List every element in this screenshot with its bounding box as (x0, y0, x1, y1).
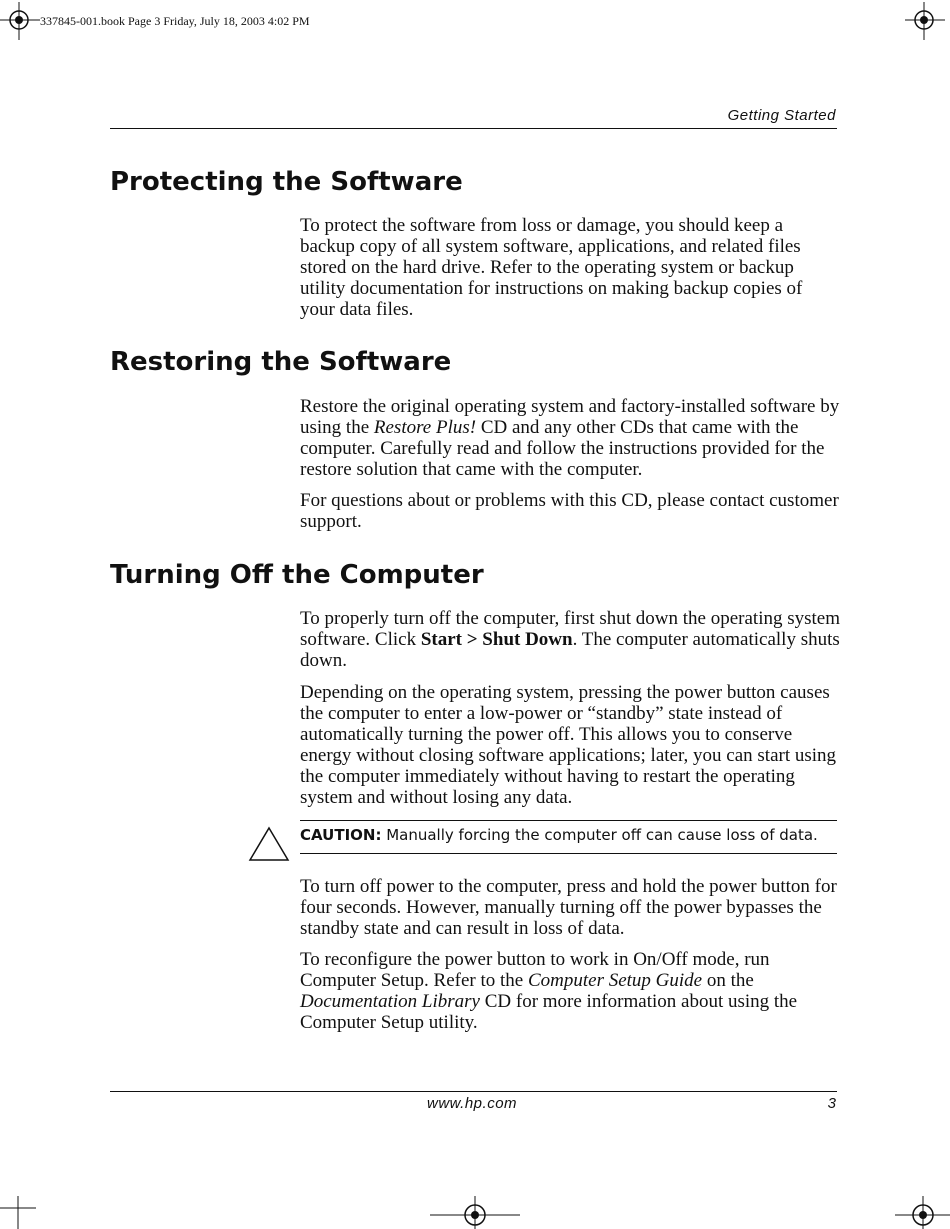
turning-off-paragraph-1: To properly turn off the computer, first shut down the operating system software. Click Start > Shut Down. The computer automatically shuts down. (300, 608, 841, 671)
restoring-paragraph-1: Restore the original operating system and factory-installed software by using the Restore Plus! CD and any other CDs that came with the computer. Carefully read and follow the instructions provided for the restore solution that came with the computer. (300, 396, 840, 480)
restore-plus-title: Restore Plus! (373, 417, 477, 438)
registration-mark-icon (0, 2, 40, 42)
start-shut-down-command: Start > Shut Down (420, 629, 573, 650)
restoring-paragraph-2: For questions about or problems with this CD, please contact customer support. (300, 490, 839, 532)
turning-off-paragraph-2: Depending on the operating system, pressing the power button causes the computer to enter a low-power or “standby” state instead of automatically turning the power off. This allows you to conserve energy without closing software applications; later, you can start using the computer immediately without having to restart the operating system and without losing any data. (300, 682, 837, 808)
section-title-restoring: Restoring the Software (110, 347, 452, 377)
footer-rule (110, 1091, 837, 1092)
caution-triangle-icon (248, 826, 290, 862)
header-rule (110, 128, 837, 129)
registration-mark-icon (905, 2, 945, 42)
registration-mark-icon (895, 1196, 950, 1229)
documentation-library-title: Documentation Library (300, 991, 480, 1012)
print-slug: 337845-001.book Page 3 Friday, July 18, 2003 4:02 PM (40, 14, 310, 28)
footer-url: www.hp.com (427, 1095, 518, 1112)
section-title-protecting: Protecting the Software (110, 167, 463, 197)
turning-off-paragraph-4: To reconfigure the power button to work in On/Off mode, run Computer Setup. Refer to the Computer Setup Guide on the Documentation Library CD for more information about using the Computer Setup utility. (300, 949, 798, 1033)
caution-bottom-rule (300, 853, 837, 854)
running-head: Getting Started (727, 107, 836, 124)
crop-mark-icon (0, 1196, 40, 1229)
caution-top-rule (300, 820, 837, 821)
page-number: 3 (827, 1095, 836, 1112)
protecting-paragraph: To protect the software from loss or damage, you should keep a backup copy of all system software, applications, and related files stored on the hard drive. Refer to the operating system or backup utility documentation for instructions on making backup copies of your data files. (300, 215, 803, 320)
caution-note: CAUTION: Manually forcing the computer off can cause loss of data. (300, 826, 818, 844)
turning-off-paragraph-3: To turn off power to the computer, press and hold the power button for four seconds. However, manually turning off the power bypasses the standby state and can result in loss of data. (300, 876, 837, 939)
section-title-turning-off: Turning Off the Computer (110, 560, 484, 590)
registration-mark-icon (430, 1196, 520, 1229)
computer-setup-guide-title: Computer Setup Guide (527, 970, 703, 991)
caution-label: CAUTION: (300, 826, 382, 844)
